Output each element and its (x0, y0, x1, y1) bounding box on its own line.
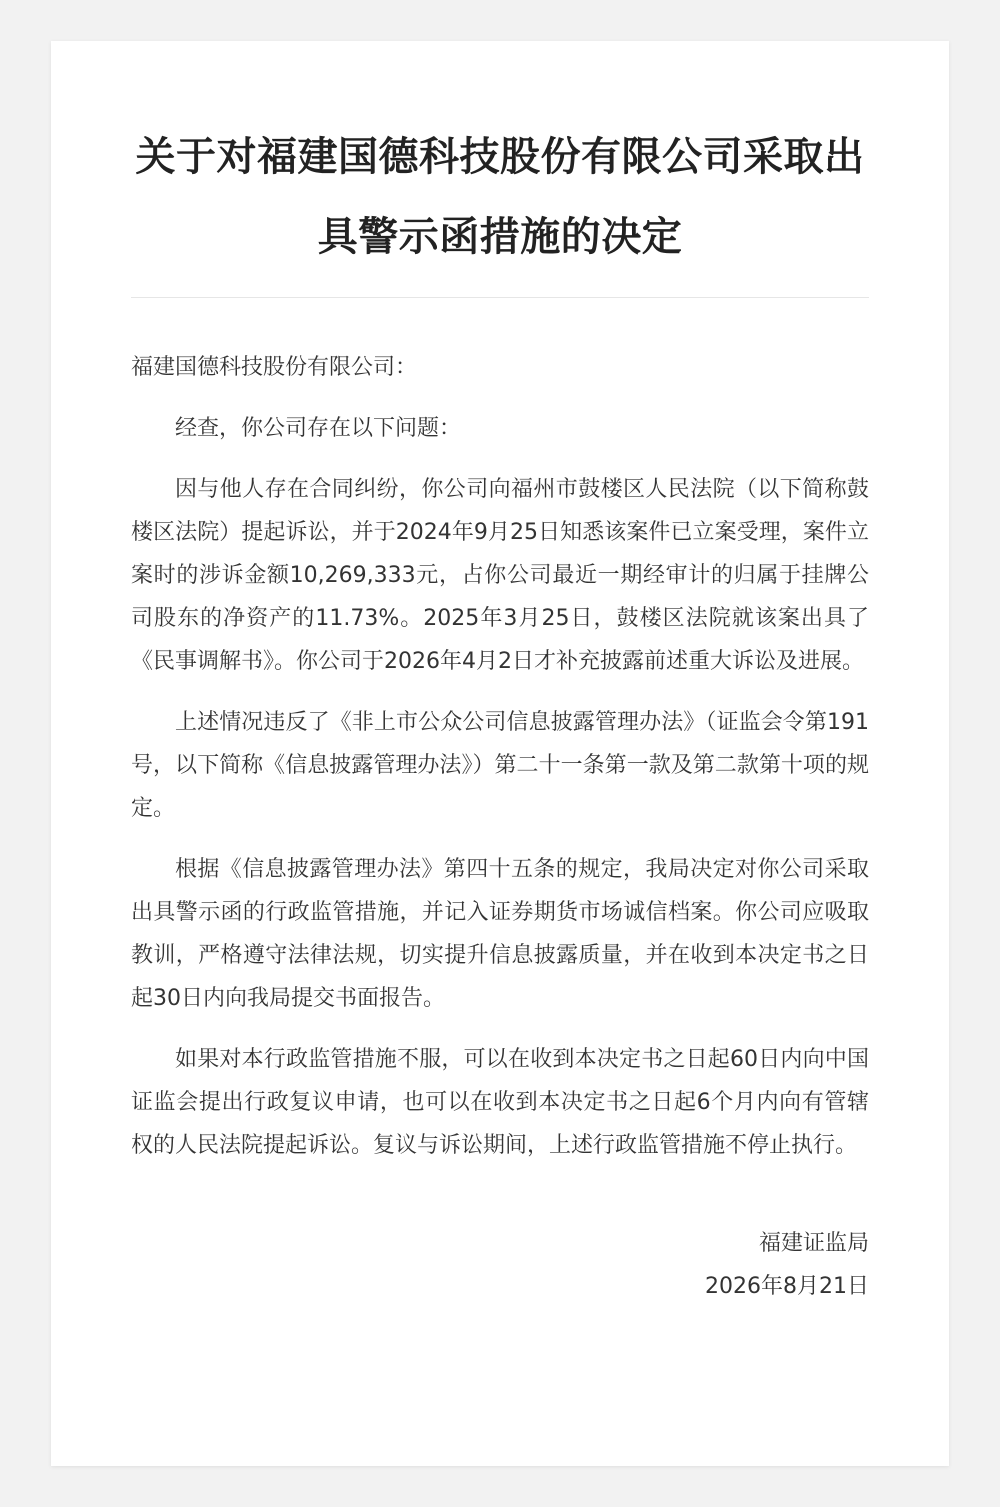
paragraph-appeal: 如果对本行政监管措施不服，可以在收到本决定书之日起60日内向中国证监会提出行政复议申请，也可以在收到本决定书之日起6个月内向有管辖权的人民法院提起诉讼。复议与诉讼期间，上述行政监管措施不停止执行。 (131, 1047, 869, 1158)
salutation: 福建国德科技股份有限公司： (131, 355, 418, 380)
signature-block (131, 1222, 869, 1308)
document-page (51, 41, 949, 1466)
document-body (131, 346, 869, 1167)
issue-date: 2026年8月21日 (705, 1274, 869, 1299)
issuer-name: 福建证监局 (758, 1231, 869, 1256)
paragraph-facts: 因与他人存在合同纠纷，你公司向福州市鼓楼区人民法院（以下简称鼓楼区法院）提起诉讼，并于2024年9月25日知悉该案件已立案受理，案件立案时的涉诉金额10,269,333元，占你公司最近一期经审计的归属于挂牌公司股东的净资产的11.73%。2025年3月25日，鼓楼区法院就该案出具了《民事调解书》。你公司于2026年4月2日才补充披露前述重大诉讼及进展。 (131, 477, 869, 674)
document-title: 关于对福建国德科技股份有限公司采取出具警示函措施的决定 (135, 134, 865, 260)
paragraph-violation: 上述情况违反了《非上市公众公司信息披露管理办法》（证监会令第191号，以下简称《信息披露管理办法》）第二十一条第一款及第二款第十项的规定。 (131, 710, 869, 821)
paragraph-intro: 经查，你公司存在以下问题： (175, 416, 462, 441)
title-divider (131, 297, 869, 298)
paragraph-decision: 根据《信息披露管理办法》第四十五条的规定，我局决定对你公司采取出具警示函的行政监管措施，并记入证券期货市场诚信档案。你公司应吸取教训，严格遵守法律法规，切实提升信息披露质量，并在收到本决定书之日起30日内向我局提交书面报告。 (131, 857, 869, 1011)
